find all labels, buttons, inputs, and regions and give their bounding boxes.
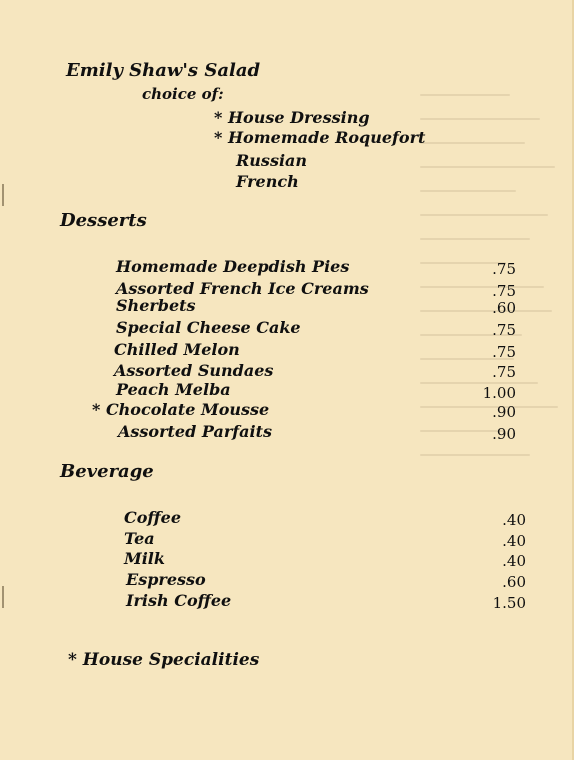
salad-title: Emily Shaw's Salad: [66, 60, 261, 81]
dessert-item-price: .75: [492, 321, 516, 339]
dessert-item-name: Sherbets: [116, 296, 196, 315]
desserts-heading: Desserts: [60, 210, 147, 231]
beverage-item-price: 1.50: [492, 594, 526, 612]
dessert-item-price: .75: [492, 260, 516, 278]
dessert-item-name: Homemade Deepdish Pies: [116, 257, 350, 276]
salad-option: * Homemade Roquefort: [214, 128, 426, 147]
dessert-item-name: Special Cheese Cake: [116, 318, 301, 337]
salad-option: * House Dressing: [214, 108, 370, 127]
binding-mark: [2, 586, 4, 608]
salad-option: French: [236, 172, 299, 191]
dessert-item-price: .75: [492, 363, 516, 381]
dessert-item-name: Assorted French Ice Creams: [116, 279, 369, 298]
dessert-item-name: Assorted Sundaes: [114, 361, 274, 380]
dessert-item-price: .75: [492, 343, 516, 361]
beverage-heading: Beverage: [60, 461, 154, 482]
house-specialities-footnote: * House Specialities: [68, 650, 260, 670]
beverage-item-name: Espresso: [126, 570, 206, 589]
dessert-item-price: .90: [492, 425, 516, 443]
beverage-item-name: Coffee: [124, 508, 181, 527]
dessert-item-name: * Chocolate Mousse: [92, 400, 270, 419]
beverage-item-price: .60: [502, 573, 526, 591]
beverage-item-price: .40: [502, 552, 526, 570]
dessert-item-price: .75: [492, 282, 516, 300]
beverage-item-name: Milk: [124, 549, 165, 568]
beverage-item-price: .40: [502, 511, 526, 529]
dessert-item-name: Assorted Parfaits: [118, 422, 272, 441]
beverage-item-price: .40: [502, 532, 526, 550]
dessert-item-price: .60: [492, 299, 516, 317]
beverage-item-name: Irish Coffee: [126, 591, 232, 610]
dessert-item-price: .90: [492, 403, 516, 421]
salad-choice-label: choice of:: [142, 85, 224, 103]
dessert-item-name: Chilled Melon: [114, 340, 240, 359]
binding-mark: [2, 184, 4, 206]
dessert-item-price: 1.00: [482, 384, 516, 402]
dessert-item-name: Peach Melba: [116, 380, 231, 399]
salad-option: Russian: [236, 151, 308, 170]
beverage-item-name: Tea: [124, 529, 155, 548]
